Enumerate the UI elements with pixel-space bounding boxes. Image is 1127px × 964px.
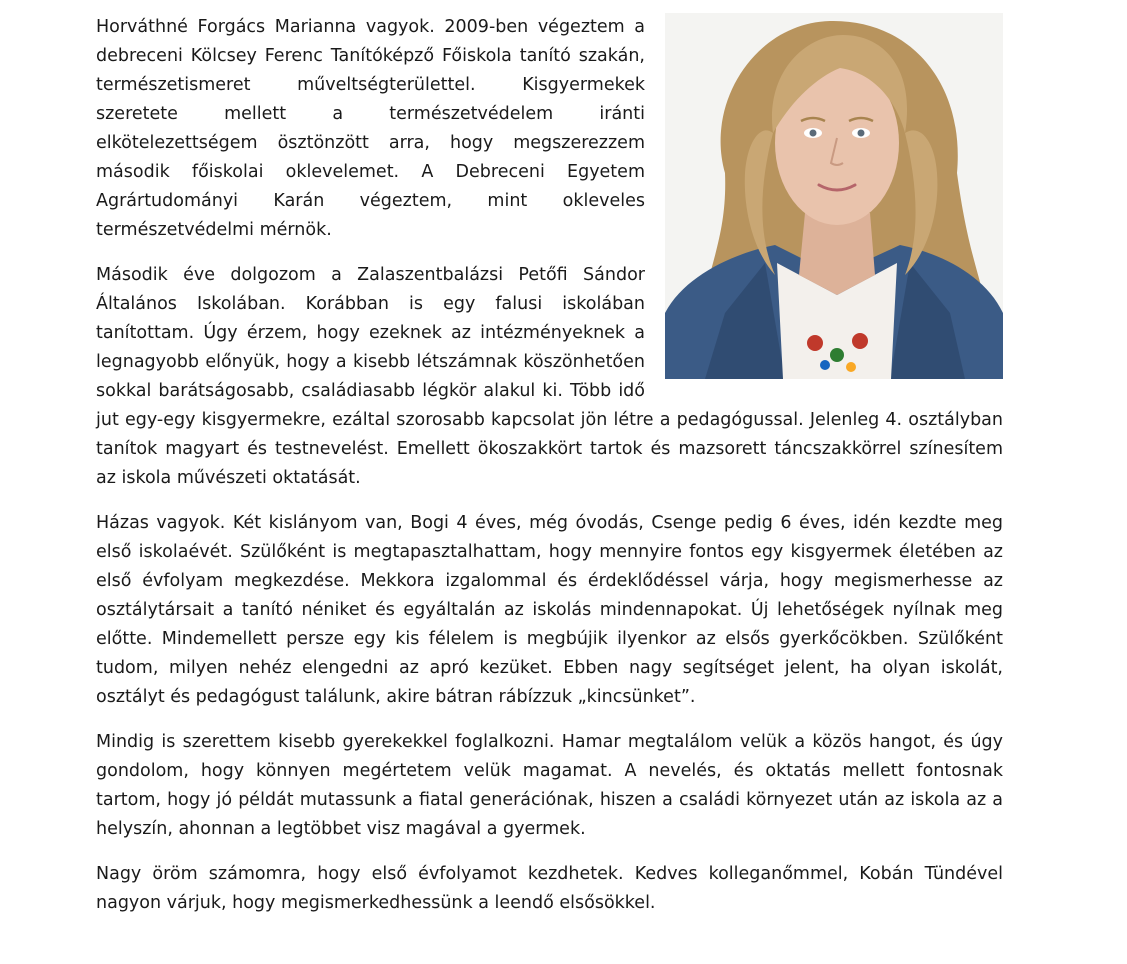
paragraph-closing: Nagy öröm számomra, hogy első évfolyamot kezdhetek. Kedves kolleganőmmel, Kobán Tündével nagyon várjuk, hogy megismerkedhessünk a leendő elsősökkel. [96, 864, 1003, 913]
paragraph-family: Házas vagyok. Két kislányom van, Bogi 4 éves, még óvodás, Csenge pedig 6 éves, idén kezdte meg első iskolaévét. Szülőként is megtapasztalhattam, hogy mennyire fontos egy kisgyermek életében az első évfolyam megkezdése. Mekkora izgalommal és érdeklődéssel várja, hogy megismerhesse az osztálytársait a tanító néniket és egyáltalán az iskolás mindennapokat. Új lehetőségek nyílnak meg előtte. Mindemellett persze egy kis félelem is megbújik ilyenkor az elsős gyerkőcökben. Szülőként tudom, milyen nehéz elengedni az apró kezüket. Ebben nagy segítséget jelent, ha olyan iskolát, osztályt és pedagógust találunk, akire bátran rábízzuk „kincsünket”. [96, 513, 1003, 707]
paragraph-teaching: Mindig is szerettem kisebb gyerekekkel foglalkozni. Hamar megtalálom velük a közös hangot, és úgy gondolom, hogy könnyen megértetem velük magamat. A nevelés, és oktatás mellett fontosnak tartom, hogy jó példát mutassunk a fiatal generációnak, hiszen a családi környezet után az iskola az a helyszín, ahonnan a legtöbbet visz magával a gyermek. [96, 732, 1003, 839]
paragraph-intro: Horváthné Forgács Marianna vagyok. 2009-ben végeztem a debreceni Kölcsey Ferenc Tanítóképző Főiskola tanító szakán, természetismeret műveltségterülettel. Kisgyermekek szeretete mellett a természetvédelem iránti elkötelezettségem ösztönzött arra, hogy megszerezzem második főiskolai oklevelemet. A Debreceni Egyetem Agrártudományi Karán végeztem, mint okleveles természetvédelmi mérnök. [96, 17, 645, 240]
paragraph-work: Második éve dolgozom a Zalaszentbalázsi Petőfi Sándor Általános Iskolában. Korábban is egy falusi iskolában tanítottam. Úgy érzem, hogy ezeknek az intézményeknek a legnagyobb előnyük, hogy a kisebb létszámnak köszönhetően sokkal barátságosabb, családiasabb légkör alakul ki. Több idő jut egy-egy kisgyermekre, ezáltal szorosabb kapcsolat jön létre a pedagógussal. Jelenleg 4. osztályban tanítok magyart és testnevelést. Emellett ökoszakkört tartok és mazsorett táncszakkörrel színesítem az iskola művészeti oktatását. [96, 265, 1003, 488]
portrait-photo-icon [665, 13, 1003, 379]
document-page [96, 13, 1003, 934]
portrait-photo [665, 13, 1003, 379]
